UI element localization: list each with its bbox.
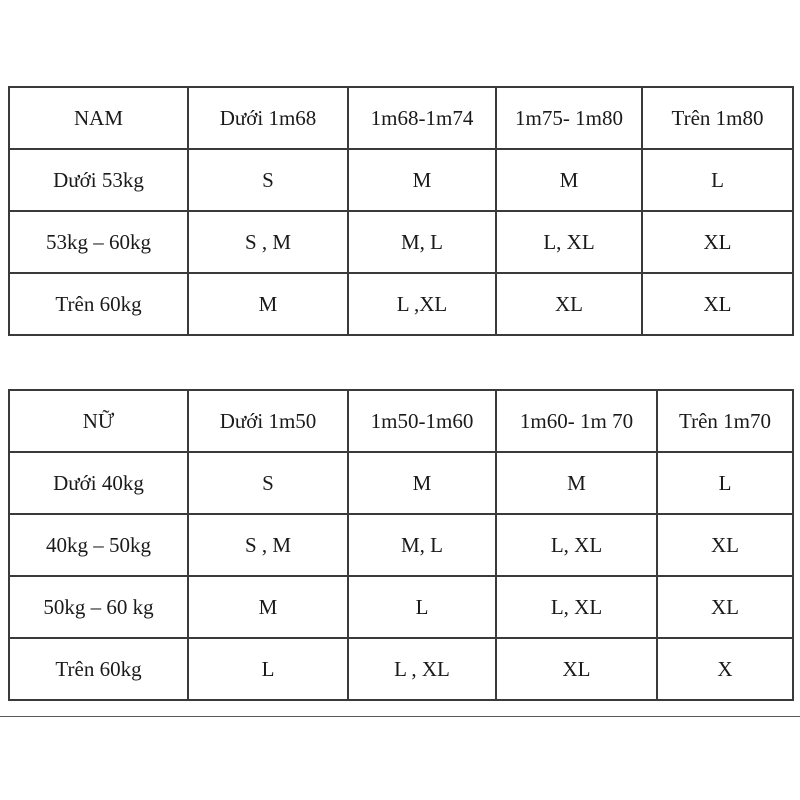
male-height-header: Dưới 1m68: [188, 87, 348, 149]
male-size-cell: M: [348, 149, 496, 211]
female-size-cell: S: [188, 452, 348, 514]
female-weight-label: 40kg – 50kg: [9, 514, 188, 576]
female-size-cell: X: [657, 638, 793, 700]
female-weight-label: Trên 60kg: [9, 638, 188, 700]
male-weight-label: Trên 60kg: [9, 273, 188, 335]
female-table-row: [9, 452, 793, 514]
male-size-cell: XL: [642, 211, 793, 273]
male-size-cell: M: [188, 273, 348, 335]
female-size-cell: XL: [496, 638, 657, 700]
male-size-cell: M: [496, 149, 642, 211]
female-height-header: 1m60- 1m 70: [496, 390, 657, 452]
female-size-cell: L, XL: [496, 576, 657, 638]
female-size-cell: XL: [657, 514, 793, 576]
female-size-cell: S , M: [188, 514, 348, 576]
male-table-row: [9, 211, 793, 273]
female-size-cell: L: [188, 638, 348, 700]
female-size-cell: L: [657, 452, 793, 514]
male-size-cell: L ,XL: [348, 273, 496, 335]
male-size-cell: L, XL: [496, 211, 642, 273]
female-size-cell: L , XL: [348, 638, 496, 700]
female-size-cell: L: [348, 576, 496, 638]
male-height-header: 1m75- 1m80: [496, 87, 642, 149]
female-table-row: [9, 514, 793, 576]
bottom-divider: [0, 716, 800, 717]
female-size-table: [8, 389, 794, 701]
female-size-cell: L, XL: [496, 514, 657, 576]
male-size-cell: L: [642, 149, 793, 211]
female-size-cell: M: [496, 452, 657, 514]
male-table-row: [9, 149, 793, 211]
female-size-cell: M: [348, 452, 496, 514]
male-size-table: [8, 86, 794, 336]
male-size-cell: M, L: [348, 211, 496, 273]
female-size-cell: XL: [657, 576, 793, 638]
male-corner-label: NAM: [9, 87, 188, 149]
male-height-header: Trên 1m80: [642, 87, 793, 149]
female-weight-label: Dưới 40kg: [9, 452, 188, 514]
male-size-cell: S , M: [188, 211, 348, 273]
female-corner-label: NỮ: [9, 390, 188, 452]
female-table-row: [9, 638, 793, 700]
male-weight-label: 53kg – 60kg: [9, 211, 188, 273]
female-height-header: Dưới 1m50: [188, 390, 348, 452]
male-header-row: [9, 87, 793, 149]
male-table-row: [9, 273, 793, 335]
female-table-row: [9, 576, 793, 638]
male-size-cell: XL: [642, 273, 793, 335]
female-height-header: Trên 1m70: [657, 390, 793, 452]
female-height-header: 1m50-1m60: [348, 390, 496, 452]
male-size-cell: S: [188, 149, 348, 211]
male-size-cell: XL: [496, 273, 642, 335]
male-weight-label: Dưới 53kg: [9, 149, 188, 211]
female-weight-label: 50kg – 60 kg: [9, 576, 188, 638]
male-height-header: 1m68-1m74: [348, 87, 496, 149]
female-size-cell: M, L: [348, 514, 496, 576]
female-size-cell: M: [188, 576, 348, 638]
female-header-row: [9, 390, 793, 452]
